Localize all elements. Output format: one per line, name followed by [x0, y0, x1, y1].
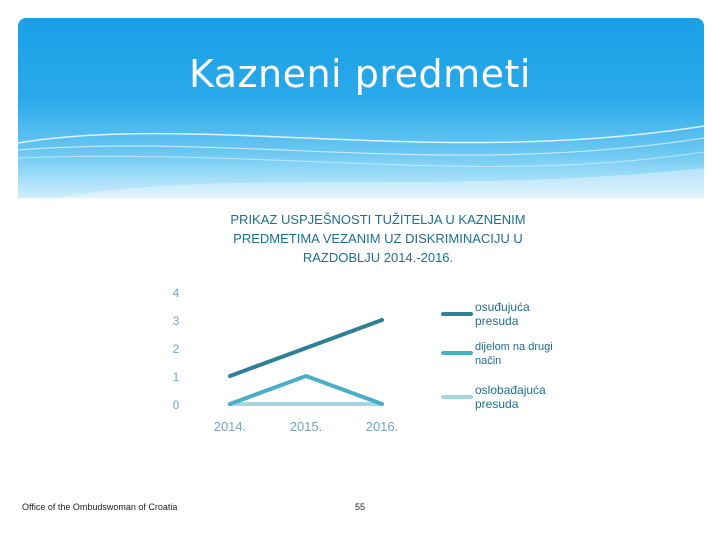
chart-title-line: PRIKAZ USPJEŠNOSTI TUŽITELJA U KAZNENIM [230, 212, 526, 227]
chart-title-line: RAZDOBLJU 2014.-2016. [302, 250, 454, 265]
chart-title-line: PREDMETIMA VEZANIM UZ DISKRIMINACIJU U [233, 231, 523, 246]
legend [443, 300, 553, 411]
y-tick-label: 0 [172, 398, 180, 412]
legend-label-3: oslobađajuća [475, 383, 546, 397]
slide-title: Kazneni predmeti [189, 52, 531, 96]
y-tick-label: 3 [172, 314, 180, 328]
x-axis-ticks [214, 419, 399, 434]
footer-organization: Office of the Ombudswoman of Croatia [22, 502, 178, 512]
y-tick-label: 1 [172, 370, 180, 384]
legend-label-1: osuđujuća [475, 300, 530, 314]
legend-label-2: način [475, 355, 502, 367]
y-axis-ticks [173, 286, 180, 412]
y-tick-label: 2 [172, 342, 180, 356]
x-tick-label: 2015. [289, 419, 323, 434]
legend-label-2: dijelom na drugi [475, 341, 553, 353]
chart-title [230, 212, 525, 265]
page-number: 55 [355, 502, 366, 512]
y-tick-label: 4 [172, 286, 180, 300]
series-line-1 [230, 320, 382, 376]
legend-label-3: presuda [475, 397, 519, 411]
x-tick-label: 2014. [213, 419, 247, 434]
x-tick-label: 2016. [365, 419, 399, 434]
legend-label-1: presuda [475, 314, 519, 328]
series-lines [230, 320, 382, 404]
series-line-2 [230, 376, 382, 404]
